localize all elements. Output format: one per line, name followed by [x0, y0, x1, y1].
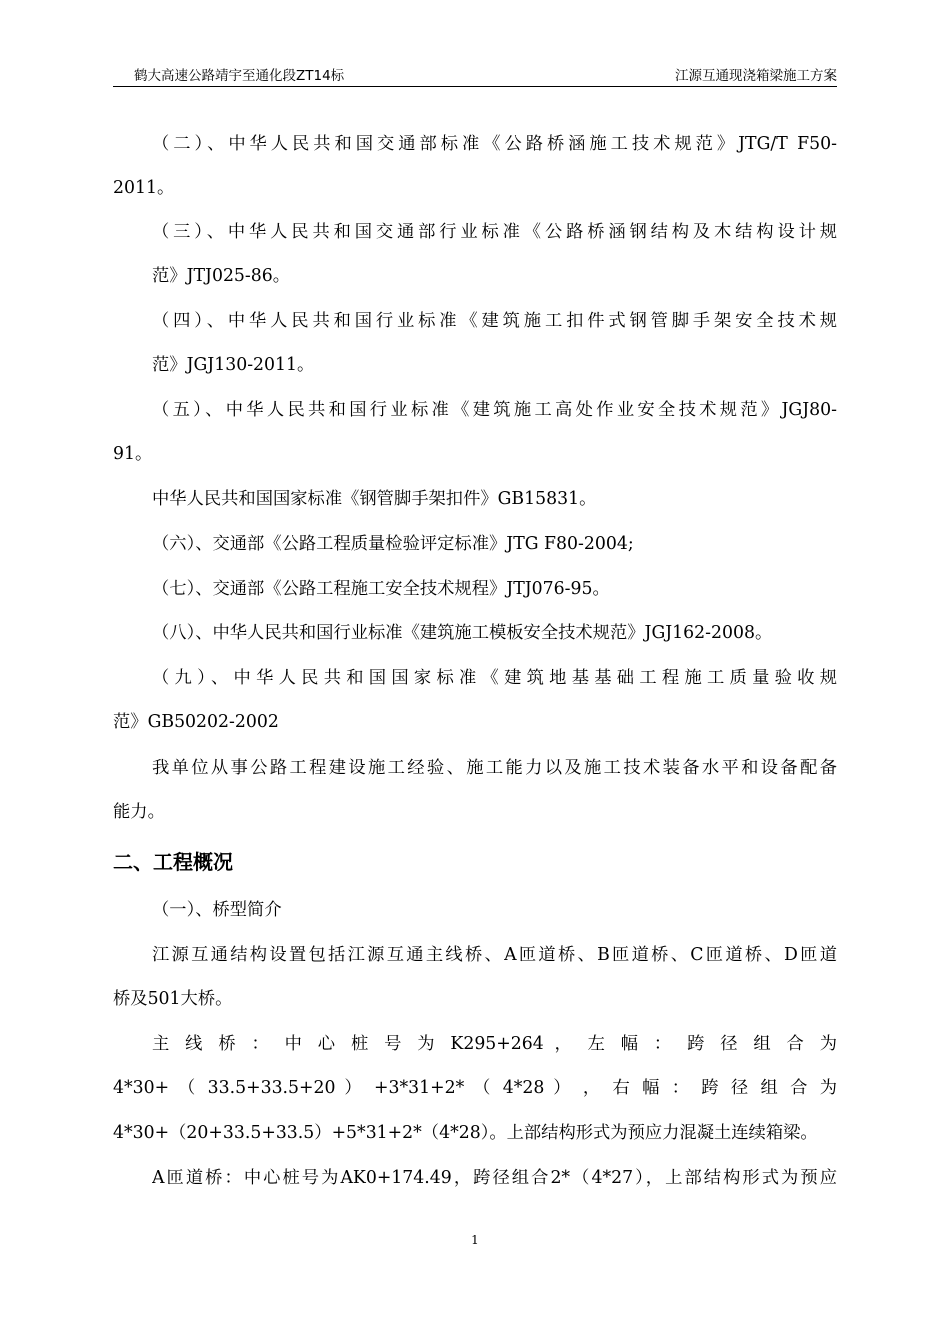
- paragraph-line: 能力。: [113, 802, 165, 822]
- paragraph-line: 范》JTJ025-86。: [152, 266, 291, 286]
- paragraph-line: 4*30+ （ 33.5+33.5+20 ） +3*31+2* （ 4*28 ） ， 右 幅 ： 跨 径 组 合 为: [113, 1078, 837, 1098]
- paragraph-line: 91。: [113, 444, 153, 464]
- paragraph-line: 2011。: [113, 178, 175, 198]
- paragraph-line: （五）、中华人民共和国行业标准《建筑施工高处作业安全技术规范》JGJ80-: [152, 400, 837, 420]
- paragraph-line: 江源互通结构设置包括江源互通主线桥、A匝道桥、B匝道桥、C匝道桥、D匝道: [152, 945, 837, 965]
- paragraph-line: （二）、中华人民共和国交通部标准《公路桥涵施工技术规范》JTG/T F50-: [152, 134, 837, 154]
- paragraph-line: （七）、交通部《公路工程施工安全技术规程》JTJ076-95。: [152, 579, 610, 599]
- paragraph-line: 我单位从事公路工程建设施工经验、施工能力以及施工技术装备水平和设备配备: [152, 758, 837, 778]
- paragraph-line: 桥及501大桥。: [113, 989, 233, 1009]
- paragraph-line: 范》GB50202-2002: [113, 712, 279, 732]
- header-document-title: 江源互通现浇箱梁施工方案: [675, 68, 837, 84]
- paragraph-line: 主 线 桥 ： 中 心 桩 号 为 K295+264 ， 左 幅 ： 跨 径 组 合 为: [152, 1034, 837, 1054]
- section-heading: 二、工程概况: [113, 850, 233, 874]
- paragraph-line: （三）、中华人民共和国交通部行业标准《公路桥涵钢结构及木结构设计规: [152, 222, 837, 242]
- paragraph-line: 中华人民共和国国家标准《钢管脚手架扣件》GB15831。: [152, 489, 597, 509]
- header-project-title: 鹤大高速公路靖宇至通化段ZT14标: [134, 68, 345, 84]
- page-number: 1: [471, 1233, 479, 1247]
- paragraph-line: （八）、中华人民共和国行业标准《建筑施工模板安全技术规范》JGJ162-2008。: [152, 623, 773, 643]
- paragraph-line: A匝道桥：中心桩号为AK0+174.49，跨径组合2*（4*27），上部结构形式为预应: [152, 1168, 837, 1188]
- paragraph-line: 范》JGJ130-2011。: [152, 355, 315, 375]
- subsection-heading: （一）、桥型简介: [152, 900, 282, 920]
- paragraph-line: （四）、中华人民共和国行业标准《建筑施工扣件式钢管脚手架安全技术规: [152, 311, 837, 331]
- paragraph-line: 4*30+（20+33.5+33.5）+5*31+2*（4*28）。上部结构形式为预应力混凝土连续箱梁。: [113, 1123, 818, 1143]
- page-header: [113, 66, 837, 87]
- paragraph-line: （九）、中华人民共和国国家标准《建筑地基基础工程施工质量验收规: [152, 668, 837, 688]
- paragraph-line: （六）、交通部《公路工程质量检验评定标准》JTG F80-2004;: [152, 534, 634, 554]
